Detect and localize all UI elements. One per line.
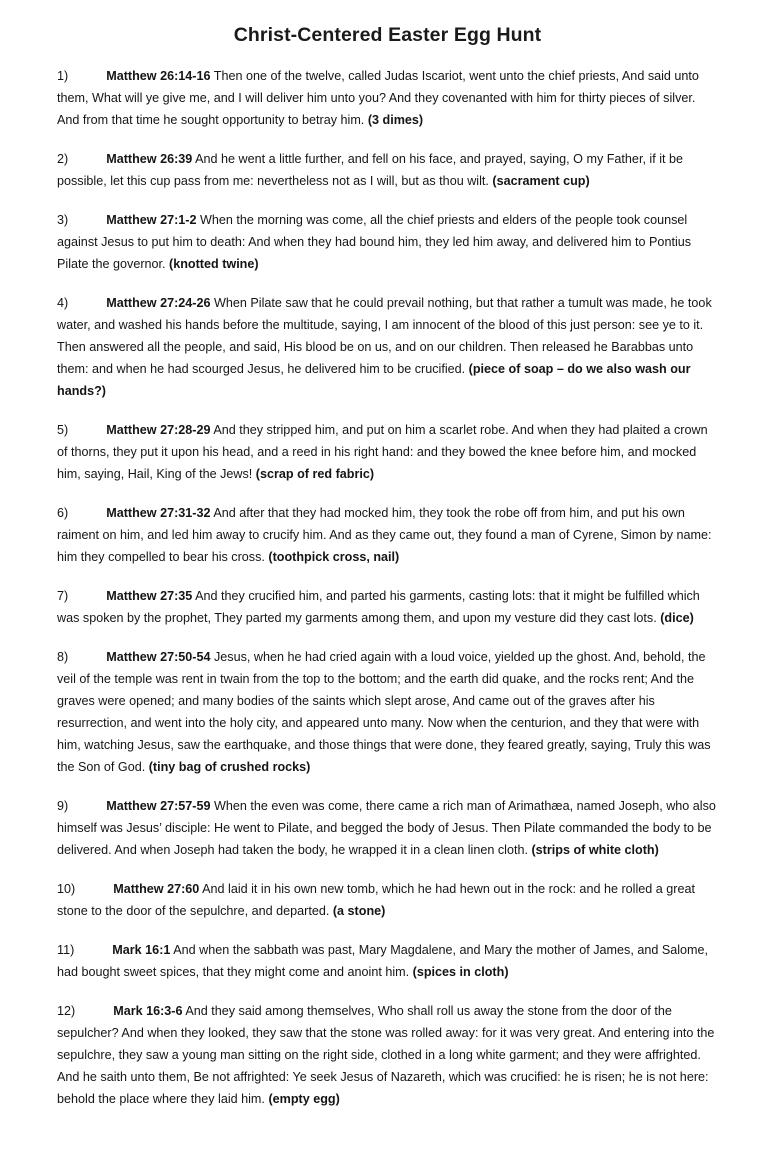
prop-item: (dice) bbox=[660, 611, 694, 625]
scripture-reference: Matthew 27:57-59 bbox=[106, 799, 211, 813]
scripture-reference: Matthew 27:24-26 bbox=[106, 296, 211, 310]
list-item bbox=[57, 1000, 718, 1110]
prop-item: (spices in cloth) bbox=[412, 965, 509, 979]
item-number: 3) bbox=[57, 213, 69, 227]
item-number: 9) bbox=[57, 799, 69, 813]
list-item bbox=[57, 148, 718, 192]
prop-item: (3 dimes) bbox=[367, 113, 424, 127]
list-item bbox=[57, 65, 718, 131]
scripture-reference: Mark 16:3-6 bbox=[113, 1004, 183, 1018]
scripture-verse: When the even was come, there came a rich man of Arimathæa, named Joseph, who also himself was Jesus’ disciple: He went to Pilate, and begged the body of Jesus. Then Pilate commanded the body to be delivered. And when Joseph had taken the body, he wrapped it in a clean linen cloth. bbox=[57, 799, 716, 857]
scripture-reference: Matthew 26:39 bbox=[106, 152, 193, 166]
list-item bbox=[57, 585, 718, 629]
scripture-reference: Matthew 27:60 bbox=[113, 882, 200, 896]
scripture-verse: When Pilate saw that he could prevail nothing, but that rather a tumult was made, he took water, and washed his hands before the multitude, saying, I am innocent of the blood of this just person: see ye to it. Then answered all the people, and said, His blood be on us, and on our children. Then released he Barabbas unto them: and when he had scourged Jesus, he delivered him to be crucified. bbox=[57, 296, 712, 376]
list-item bbox=[57, 795, 718, 861]
prop-item: (empty egg) bbox=[268, 1092, 340, 1106]
prop-item: (toothpick cross, nail) bbox=[268, 550, 400, 564]
list-item bbox=[57, 939, 718, 983]
list-item bbox=[57, 292, 718, 402]
item-number: 5) bbox=[57, 423, 69, 437]
item-number: 6) bbox=[57, 506, 69, 520]
scripture-verse: Jesus, when he had cried again with a loud voice, yielded up the ghost. And, behold, the veil of the temple was rent in twain from the top to the bottom; and the earth did quake, and the rocks rent; And the graves were opened; and many bodies of the saints which slept arose, And came out of the graves after his resurrection, and went into the holy city, and appeared unto many. Now when the centurion, and they that were with him, watching Jesus, saw the earthquake, and those things that were done, they feared greatly, saying, Truly this was the Son of God. bbox=[57, 650, 711, 774]
scripture-reference: Matthew 26:14-16 bbox=[106, 69, 211, 83]
item-number: 4) bbox=[57, 296, 69, 310]
prop-item: (scrap of red fabric) bbox=[255, 467, 375, 481]
item-number: 10) bbox=[57, 882, 76, 896]
scripture-verse: And laid it in his own new tomb, which he had hewn out in the rock: and he rolled a great stone to the door of the sepulchre, and departed. bbox=[57, 882, 695, 918]
scripture-verse: And they crucified him, and parted his garments, casting lots: that it might be fulfilled which was spoken by the prophet, They parted my garments among them, and upon my vesture did they cast lots. bbox=[57, 589, 700, 625]
scripture-verse: Then one of the twelve, called Judas Iscariot, went unto the chief priests, And said unto them, What will ye give me, and I will deliver him unto you? And they covenanted with him for thirty pieces of silver. And from that time he sought opportunity to betray him. bbox=[57, 69, 699, 127]
scripture-verse: And they stripped him, and put on him a scarlet robe. And when they had plaited a crown of thorns, they put it upon his head, and a reed in his right hand: and they bowed the knee before him, and mocked him, saying, Hail, King of the Jews! bbox=[57, 423, 708, 481]
prop-item: (piece of soap – do we also wash our hands?) bbox=[57, 362, 691, 398]
list-item bbox=[57, 419, 718, 485]
scripture-verse: When the morning was come, all the chief priests and elders of the people took counsel against Jesus to put him to death: And when they had bound him, they led him away, and delivered him to Pontius Pilate the governor. bbox=[57, 213, 692, 271]
item-number: 8) bbox=[57, 650, 69, 664]
list-item bbox=[57, 646, 718, 778]
item-number: 1) bbox=[57, 69, 69, 83]
scripture-list bbox=[57, 65, 718, 1110]
item-number: 11) bbox=[57, 943, 75, 957]
item-number: 2) bbox=[57, 152, 69, 166]
scripture-verse: And when the sabbath was past, Mary Magdalene, and Mary the mother of James, and Salome, had bought sweet spices, that they might come and anoint him. bbox=[57, 943, 709, 979]
list-item bbox=[57, 502, 718, 568]
scripture-verse: And they said among themselves, Who shall roll us away the stone from the door of the sepulcher? And when they looked, they saw that the stone was rolled away: for it was very great. And entering into the sepulchre, they saw a young man sitting on the right side, clothed in a long white garment; and they were affrighted. And he saith unto them, Be not affrighted: Ye seek Jesus of Nazareth, which was crucified: he is risen; he is not here: behold the place where they laid him. bbox=[57, 1004, 715, 1106]
scripture-reference: Matthew 27:31-32 bbox=[106, 506, 211, 520]
prop-item: (strips of white cloth) bbox=[531, 843, 659, 857]
scripture-reference: Matthew 27:35 bbox=[106, 589, 193, 603]
scripture-reference: Matthew 27:50-54 bbox=[106, 650, 211, 664]
list-item bbox=[57, 878, 718, 922]
prop-item: (sacrament cup) bbox=[492, 174, 590, 188]
prop-item: (tiny bag of crushed rocks) bbox=[148, 760, 311, 774]
prop-item: (knotted twine) bbox=[169, 257, 259, 271]
list-item bbox=[57, 209, 718, 275]
scripture-reference: Matthew 27:1-2 bbox=[106, 213, 197, 227]
item-number: 7) bbox=[57, 589, 69, 603]
page-title: Christ-Centered Easter Egg Hunt bbox=[233, 24, 542, 46]
scripture-reference: Mark 16:1 bbox=[112, 943, 171, 957]
scripture-verse: And he went a little further, and fell on his face, and prayed, saying, O my Father, if it be possible, let this cup pass from me: nevertheless not as I will, but as thou wilt. bbox=[57, 152, 684, 188]
scripture-reference: Matthew 27:28-29 bbox=[106, 423, 211, 437]
prop-item: (a stone) bbox=[332, 904, 386, 918]
scripture-verse: And after that they had mocked him, they took the robe off from him, and put his own raiment on him, and led him away to crucify him. And as they came out, they found a man of Cyrene, Simon by name: him they compelled to bear his cross. bbox=[57, 506, 712, 564]
item-number: 12) bbox=[57, 1004, 76, 1018]
